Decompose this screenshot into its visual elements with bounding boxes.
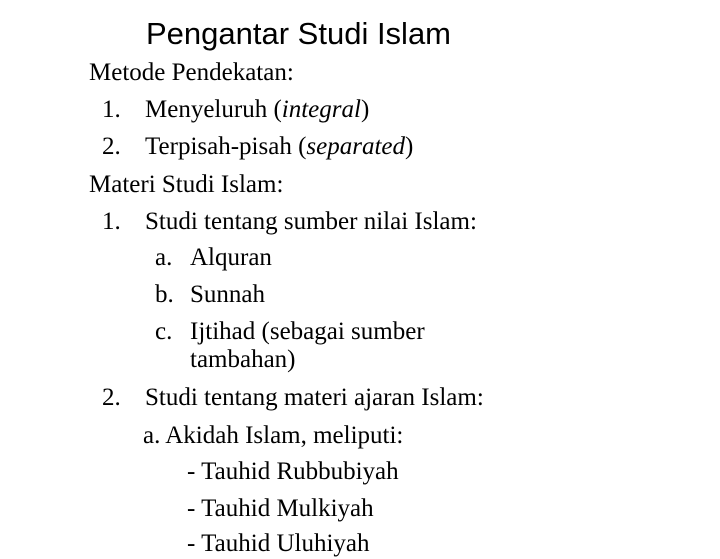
list-item-text: Terpisah-pisah (separated) <box>145 133 414 160</box>
list-item-text: Menyeluruh (integral) <box>145 96 370 123</box>
list-item-text: Studi tentang sumber nilai Islam: <box>145 208 477 235</box>
sub-list-letter: c. <box>155 318 173 345</box>
sub-list-text: Ijtihad (sebagai sumber <box>190 318 425 345</box>
sub-list-letter: a. <box>155 244 173 271</box>
list-item <box>0 383 720 413</box>
list-item <box>0 132 720 162</box>
bullet-item: - Tauhid Rubbubiyah <box>187 458 399 485</box>
section-heading-materi: Materi Studi Islam: <box>89 171 284 198</box>
sub-list-text: Sunnah <box>190 281 265 308</box>
list-item <box>0 95 720 125</box>
bullet-item: - Tauhid Mulkiyah <box>187 495 374 522</box>
sub-list-item-akidah: a. Akidah Islam, meliputi: <box>143 422 404 449</box>
sub-list-item <box>0 317 720 347</box>
sub-list-letter: b. <box>155 281 174 308</box>
section-heading-metode: Metode Pendekatan: <box>89 59 294 86</box>
sub-list-text: Alquran <box>190 244 272 271</box>
slide-title: Pengantar Studi Islam <box>146 16 452 51</box>
sub-list-item <box>0 243 720 273</box>
list-item <box>0 207 720 237</box>
list-number: 1. <box>102 208 121 235</box>
list-number: 1. <box>102 96 121 123</box>
list-number: 2. <box>102 384 121 411</box>
list-number: 2. <box>102 133 121 160</box>
sub-list-text-continuation: tambahan) <box>190 346 296 373</box>
list-item-text: Studi tentang materi ajaran Islam: <box>145 384 484 411</box>
bullet-item-cut-off: - Tauhid Uluhiyah <box>187 530 370 557</box>
sub-list-item <box>0 280 720 310</box>
